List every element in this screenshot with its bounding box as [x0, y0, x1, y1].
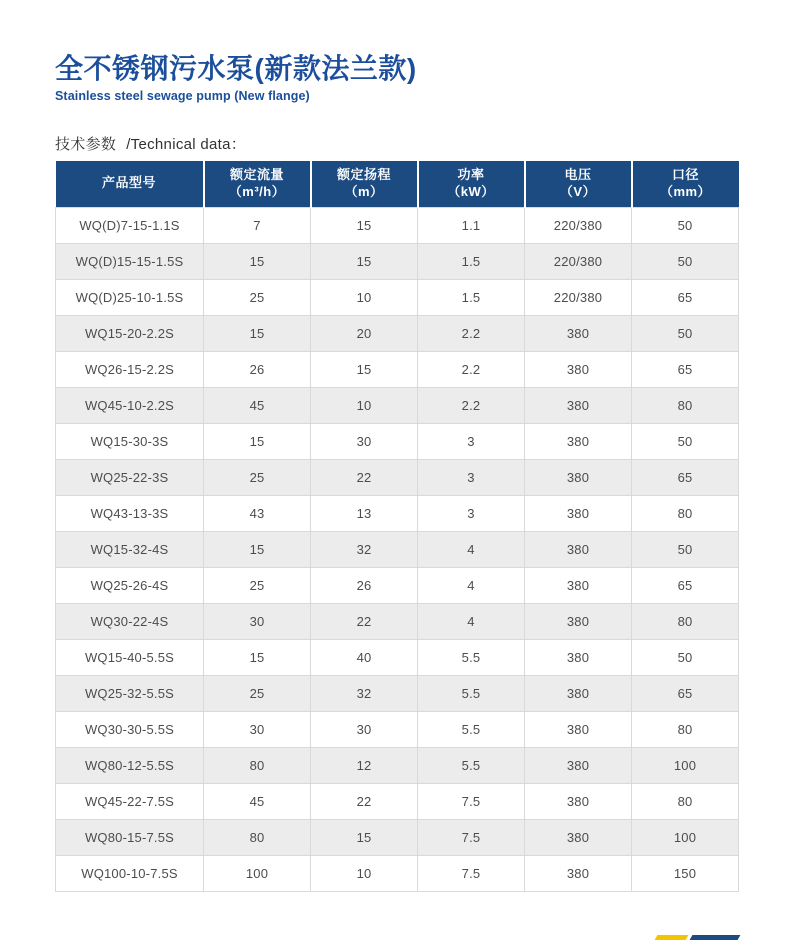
column-unit: （kW）	[447, 183, 495, 199]
value-cell: 2.2	[418, 351, 525, 387]
value-cell: 220/380	[525, 207, 632, 243]
model-cell: WQ15-40-5.5S	[56, 639, 204, 675]
table-row	[56, 531, 739, 567]
value-cell: 5.5	[418, 675, 525, 711]
value-cell: 30	[311, 423, 418, 459]
value-cell: 22	[311, 603, 418, 639]
value-cell: 25	[204, 279, 311, 315]
value-cell: 5.5	[418, 747, 525, 783]
model-cell: WQ45-10-2.2S	[56, 387, 204, 423]
value-cell: 80	[632, 495, 739, 531]
value-cell: 30	[204, 603, 311, 639]
value-cell: 4	[418, 603, 525, 639]
value-cell: 43	[204, 495, 311, 531]
value-cell: 15	[311, 207, 418, 243]
value-cell: 220/380	[525, 279, 632, 315]
value-cell: 80	[204, 819, 311, 855]
value-cell: 45	[204, 387, 311, 423]
table-row	[56, 315, 739, 351]
value-cell: 380	[525, 459, 632, 495]
model-cell: WQ43-13-3S	[56, 495, 204, 531]
value-cell: 2.2	[418, 315, 525, 351]
value-cell: 10	[311, 387, 418, 423]
table-row	[56, 675, 739, 711]
value-cell: 380	[525, 855, 632, 891]
column-unit: （V）	[559, 183, 597, 199]
accent-bar-yellow	[655, 935, 689, 940]
value-cell: 15	[311, 351, 418, 387]
model-cell: WQ15-20-2.2S	[56, 315, 204, 351]
table-row	[56, 495, 739, 531]
column-header-6	[632, 161, 739, 207]
value-cell: 1.5	[418, 279, 525, 315]
table-row	[56, 423, 739, 459]
value-cell: 100	[632, 819, 739, 855]
model-cell: WQ26-15-2.2S	[56, 351, 204, 387]
model-cell: WQ45-22-7.5S	[56, 783, 204, 819]
value-cell: 380	[525, 567, 632, 603]
value-cell: 1.5	[418, 243, 525, 279]
column-header-5	[525, 161, 632, 207]
value-cell: 15	[204, 315, 311, 351]
section-label-en: /Technical data：	[126, 136, 247, 153]
column-name: 功率	[457, 166, 485, 182]
table-row	[56, 207, 739, 243]
model-cell: WQ30-22-4S	[56, 603, 204, 639]
table-row	[56, 639, 739, 675]
value-cell: 30	[204, 711, 311, 747]
value-cell: 380	[525, 747, 632, 783]
value-cell: 100	[632, 747, 739, 783]
column-name: 电压	[564, 166, 592, 182]
model-cell: WQ25-22-3S	[56, 459, 204, 495]
value-cell: 4	[418, 567, 525, 603]
table-row	[56, 819, 739, 855]
value-cell: 25	[204, 459, 311, 495]
table-row	[56, 279, 739, 315]
table-row	[56, 351, 739, 387]
model-cell: WQ80-12-5.5S	[56, 747, 204, 783]
value-cell: 26	[311, 567, 418, 603]
value-cell: 50	[632, 243, 739, 279]
value-cell: 15	[204, 423, 311, 459]
column-name: 额定扬程	[336, 166, 391, 182]
value-cell: 30	[311, 711, 418, 747]
section-label-cn: 技术参数	[55, 136, 117, 153]
table-header	[56, 161, 739, 207]
model-cell: WQ15-30-3S	[56, 423, 204, 459]
value-cell: 50	[632, 531, 739, 567]
technical-data-table	[55, 161, 739, 892]
value-cell: 380	[525, 711, 632, 747]
table-header-row	[56, 161, 739, 207]
value-cell: 80	[632, 711, 739, 747]
value-cell: 7.5	[418, 783, 525, 819]
column-header-1	[56, 161, 204, 207]
value-cell: 10	[311, 855, 418, 891]
value-cell: 26	[204, 351, 311, 387]
value-cell: 380	[525, 423, 632, 459]
column-unit: （m³/h）	[228, 183, 286, 199]
value-cell: 10	[311, 279, 418, 315]
value-cell: 380	[525, 387, 632, 423]
value-cell: 25	[204, 675, 311, 711]
value-cell: 1.1	[418, 207, 525, 243]
table-row	[56, 747, 739, 783]
value-cell: 65	[632, 351, 739, 387]
value-cell: 3	[418, 423, 525, 459]
value-cell: 380	[525, 603, 632, 639]
value-cell: 65	[632, 459, 739, 495]
column-header-2	[204, 161, 311, 207]
value-cell: 20	[311, 315, 418, 351]
value-cell: 50	[632, 207, 739, 243]
footer-accent-bars	[656, 935, 739, 940]
value-cell: 80	[204, 747, 311, 783]
value-cell: 15	[311, 819, 418, 855]
value-cell: 65	[632, 675, 739, 711]
value-cell: 380	[525, 531, 632, 567]
value-cell: 15	[204, 531, 311, 567]
page-title: 全不锈钢污水泵(新款法兰款)	[55, 53, 417, 84]
model-cell: WQ(D)25-10-1.5S	[56, 279, 204, 315]
value-cell: 80	[632, 603, 739, 639]
value-cell: 50	[632, 639, 739, 675]
value-cell: 50	[632, 423, 739, 459]
model-cell: WQ(D)15-15-1.5S	[56, 243, 204, 279]
value-cell: 380	[525, 351, 632, 387]
model-cell: WQ25-26-4S	[56, 567, 204, 603]
value-cell: 100	[204, 855, 311, 891]
value-cell: 3	[418, 459, 525, 495]
value-cell: 80	[632, 387, 739, 423]
value-cell: 15	[311, 243, 418, 279]
model-cell: WQ25-32-5.5S	[56, 675, 204, 711]
column-name: 口径	[671, 166, 699, 182]
value-cell: 3	[418, 495, 525, 531]
value-cell: 65	[632, 279, 739, 315]
column-header-3	[311, 161, 418, 207]
table-row	[56, 459, 739, 495]
value-cell: 15	[204, 243, 311, 279]
table-row	[56, 387, 739, 423]
value-cell: 65	[632, 567, 739, 603]
section-label	[55, 133, 246, 154]
value-cell: 25	[204, 567, 311, 603]
value-cell: 22	[311, 459, 418, 495]
value-cell: 5.5	[418, 639, 525, 675]
value-cell: 7.5	[418, 819, 525, 855]
column-unit: （mm）	[659, 183, 712, 199]
value-cell: 7	[204, 207, 311, 243]
model-cell: WQ80-15-7.5S	[56, 819, 204, 855]
table-row	[56, 603, 739, 639]
value-cell: 80	[632, 783, 739, 819]
document-header	[55, 52, 417, 103]
value-cell: 32	[311, 675, 418, 711]
value-cell: 220/380	[525, 243, 632, 279]
model-cell: WQ(D)7-15-1.1S	[56, 207, 204, 243]
value-cell: 40	[311, 639, 418, 675]
value-cell: 32	[311, 531, 418, 567]
value-cell: 45	[204, 783, 311, 819]
page-subtitle: Stainless steel sewage pump (New flange)	[55, 88, 310, 103]
column-name: 产品型号	[101, 175, 156, 191]
value-cell: 50	[632, 315, 739, 351]
value-cell: 2.2	[418, 387, 525, 423]
table-body	[56, 207, 739, 891]
column-unit: （m）	[344, 183, 384, 199]
model-cell: WQ30-30-5.5S	[56, 711, 204, 747]
model-cell: WQ15-32-4S	[56, 531, 204, 567]
column-header-4	[418, 161, 525, 207]
value-cell: 15	[204, 639, 311, 675]
value-cell: 380	[525, 315, 632, 351]
table-row	[56, 711, 739, 747]
table-row	[56, 783, 739, 819]
table-row	[56, 855, 739, 891]
value-cell: 13	[311, 495, 418, 531]
model-cell: WQ100-10-7.5S	[56, 855, 204, 891]
value-cell: 4	[418, 531, 525, 567]
value-cell: 22	[311, 783, 418, 819]
value-cell: 150	[632, 855, 739, 891]
accent-bar-navy	[690, 935, 741, 940]
value-cell: 380	[525, 783, 632, 819]
value-cell: 380	[525, 639, 632, 675]
value-cell: 12	[311, 747, 418, 783]
value-cell: 380	[525, 819, 632, 855]
table-row	[56, 567, 739, 603]
value-cell: 7.5	[418, 855, 525, 891]
value-cell: 380	[525, 675, 632, 711]
value-cell: 5.5	[418, 711, 525, 747]
table-row	[56, 243, 739, 279]
value-cell: 380	[525, 495, 632, 531]
column-name: 额定流量	[229, 166, 284, 182]
